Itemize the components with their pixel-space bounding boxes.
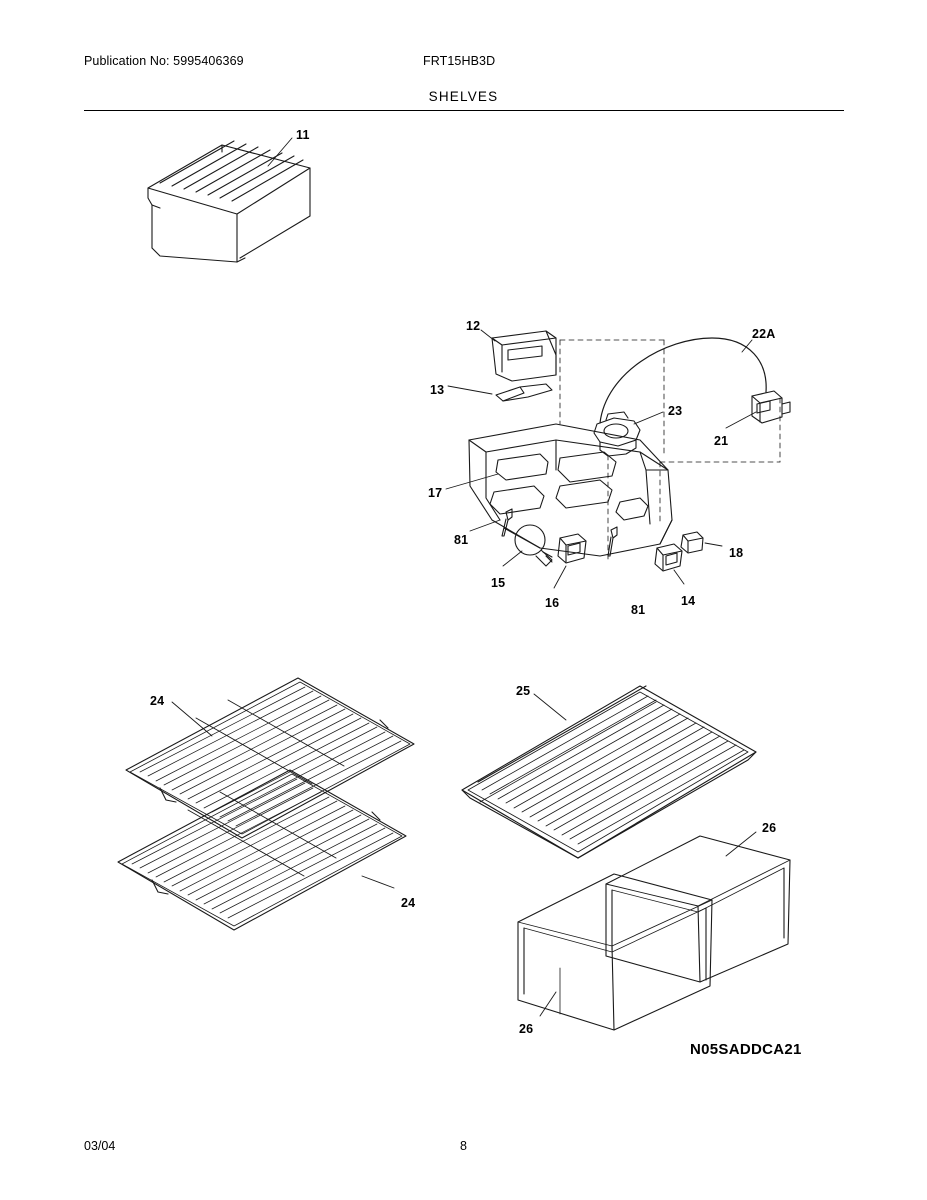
callout-24-upper: 24 xyxy=(150,694,165,708)
part-23-control xyxy=(594,412,640,456)
part-13-lever xyxy=(496,384,552,401)
footer-page-number: 8 xyxy=(460,1139,467,1153)
part-11-wire-shelf xyxy=(148,141,310,262)
callout-26-upper: 26 xyxy=(762,821,777,835)
part-18-clip xyxy=(681,532,703,553)
callout-16: 16 xyxy=(545,596,560,610)
part-26-drawer-rear xyxy=(606,836,790,982)
part-21-switch xyxy=(752,391,790,423)
callout-11: 11 xyxy=(296,128,310,142)
diagram-code: N05SADDCA21 xyxy=(690,1041,802,1058)
part-26-drawer-front xyxy=(518,874,712,1030)
part-24-shelf-lower xyxy=(118,770,406,930)
part-12-bin xyxy=(492,331,556,381)
model-number: FRT15HB3D xyxy=(423,54,496,68)
callout-12: 12 xyxy=(466,319,481,333)
callout-18: 18 xyxy=(729,546,744,560)
callout-26-lower: 26 xyxy=(519,1022,534,1036)
callout-24-lower: 24 xyxy=(401,896,416,910)
callout-25: 25 xyxy=(516,684,531,698)
callout-81-upper: 81 xyxy=(454,533,469,547)
callout-13: 13 xyxy=(430,383,445,397)
callout-22a: 22A xyxy=(752,327,776,341)
part-81-screws xyxy=(502,509,617,556)
part-17-housing xyxy=(469,424,672,556)
part-15-bulb xyxy=(515,525,552,566)
callout-21: 21 xyxy=(714,434,729,448)
part-24-shelf-upper xyxy=(126,678,414,838)
part-16-socket xyxy=(558,534,586,563)
page-title: SHELVES xyxy=(428,89,499,104)
callout-14: 14 xyxy=(681,594,696,608)
part-25-shelf xyxy=(462,686,756,858)
part-14-grommet xyxy=(655,544,682,571)
callout-23: 23 xyxy=(668,404,683,418)
callout-17: 17 xyxy=(428,486,443,500)
header-divider xyxy=(84,110,844,111)
footer-date: 03/04 xyxy=(84,1139,116,1153)
publication-number: Publication No: 5995406369 xyxy=(84,54,244,68)
callout-15: 15 xyxy=(491,576,506,590)
callout-81-lower: 81 xyxy=(631,603,646,617)
part-22a-harness xyxy=(600,338,766,423)
